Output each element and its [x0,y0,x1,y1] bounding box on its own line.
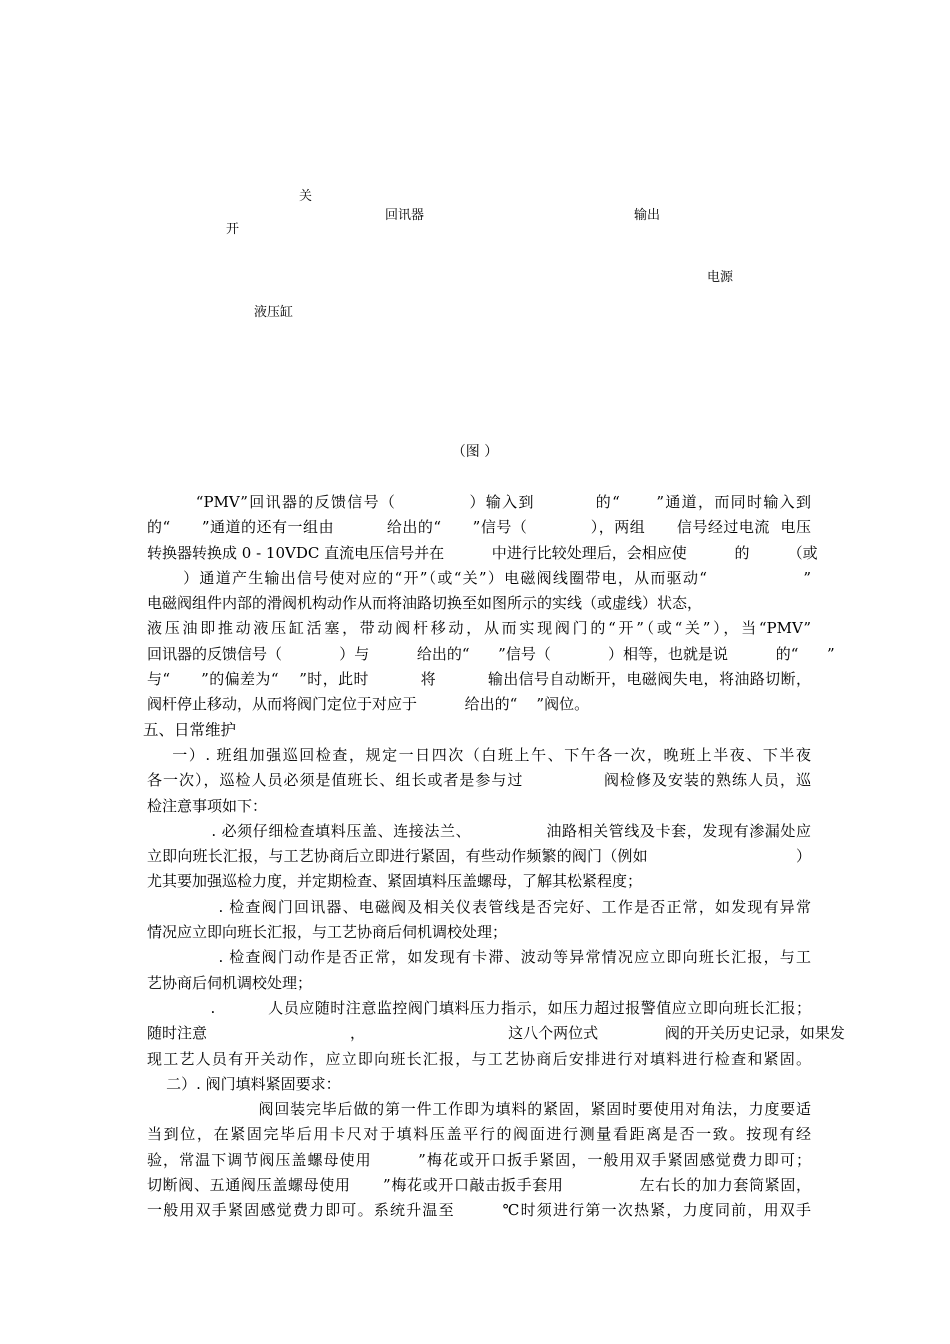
open-label: 开 [226,222,240,237]
document-body [143,490,845,1224]
text-line: 二）. 阀门填料紧固要求： [147,1074,341,1093]
text-line: ）通道产生输出信号使对应的“开”（或“关”）电磁阀线圈带电，从而驱动“ ” [147,568,811,587]
close-label: 关 [299,189,313,204]
feedback-device-label: 回讯器 [385,208,425,223]
text-line: 检注意事项如下： [147,796,268,815]
text-line: . 人员应随时注意监控阀门填料压力指示，如压力超过报警值应立即向班长汇报； [147,998,811,1017]
text-line: 验，常温下调节阀压盖螺母使用 ”梅花或开口扳手紧固，一般用双手紧固感觉费力即可； [147,1150,811,1169]
text-line: 随时注意 ， 这八个两位式 阀的开关历史记录，如果发 [147,1024,845,1043]
text-line: “PMV”回讯器的反馈信号（ ）输入到 的“ ”通道，而同时输入到 [147,493,811,511]
text-line: 一般用双手紧固感觉费力即可。系统升温至 ℃时须进行第一次热紧，力度同前，用双手 [147,1201,811,1220]
text-line: . 检查阀门动作是否正常，如发现有卡滞、波动等异常情况应立即向班长汇报，与工 [147,948,811,967]
text-line: 回讯器的反馈信号（ ）与 给出的“ ”信号（ ）相等，也就是说 的“ ” [147,644,835,663]
text-line: 当到位，在紧固完毕后用卡尺对于填料压盖平行的阀面进行测量看距离是否一致。按现有经 [147,1125,811,1144]
text-line: 与“ ”的偏差为“ ”时，此时 将 输出信号自动断开，电磁阀失电，将油路切断， [147,670,811,689]
text-line: 各一次），巡检人员必须是值班长、组长或者是参与过 阀检修及安装的熟练人员，巡 [147,771,811,790]
text-line: 尤其要加强巡检力度，并定期检查、紧固填料压盖螺母，了解其松紧程度； [147,872,643,891]
text-line: 的“ ”通道的还有一组由 给出的“ ”信号（ ），两组 信号经过电流 电压 [147,518,811,537]
section-heading: 五、日常维护 [143,720,237,739]
text-line: 阀杆停止移动，从而将阀门定位于对应于 给出的“ ”阀位。 [147,695,590,714]
figure-caption: （图 ） [451,444,499,460]
text-line: . 检查阀门回讯器、电磁阀及相关仪表管线是否完好、工作是否正常，如发现有异常 [147,897,811,916]
power-label: 电源 [707,270,734,285]
hydraulic-cylinder-label: 液压缸 [254,305,294,320]
output-label: 输出 [634,208,661,223]
text-line: 转换器转换成 0 - 10VDC 直流电压信号并在 中进行比较处理后，会相应使 的 （或 [147,543,818,562]
text-line: 立即向班长汇报，与工艺协商后立即进行紧固，有些动作频繁的阀门（例如 ） [147,847,811,866]
text-line: 阀回装完毕后做的第一件工作即为填料的紧固，紧固时要使用对角法，力度要适 [147,1100,811,1119]
text-line: 切断阀、五通阀压盖螺母使用 ”梅花或开口敲击扳手套用 左右长的加力套筒紧固， [147,1176,811,1195]
text-line: 一）. 班组加强巡回检查，规定一日四次（白班上午、下午各一次，晚班上半夜、下半夜 [147,745,811,764]
text-line: 液压油即推动液压缸活塞，带动阀杆移动，从而实现阀门的“开”（或“关”），当“PMV” [147,619,811,638]
text-line: 情况应立即向班长汇报，与工艺协商后伺机调校处理； [147,923,508,942]
text-line: 电磁阀组件内部的滑阀机构动作从而将油路切换至如图所示的实线（或虚线）状态， [147,594,703,613]
text-line: . 必须仔细检查填料压盖、连接法兰、 油路相关管线及卡套，发现有渗漏处应 [147,821,811,840]
text-line: 艺协商后伺机调校处理； [147,973,313,992]
text-line: 现工艺人员有开关动作，应立即向班长汇报，与工艺协商后安排进行对填料进行检查和紧固。 [147,1049,811,1068]
